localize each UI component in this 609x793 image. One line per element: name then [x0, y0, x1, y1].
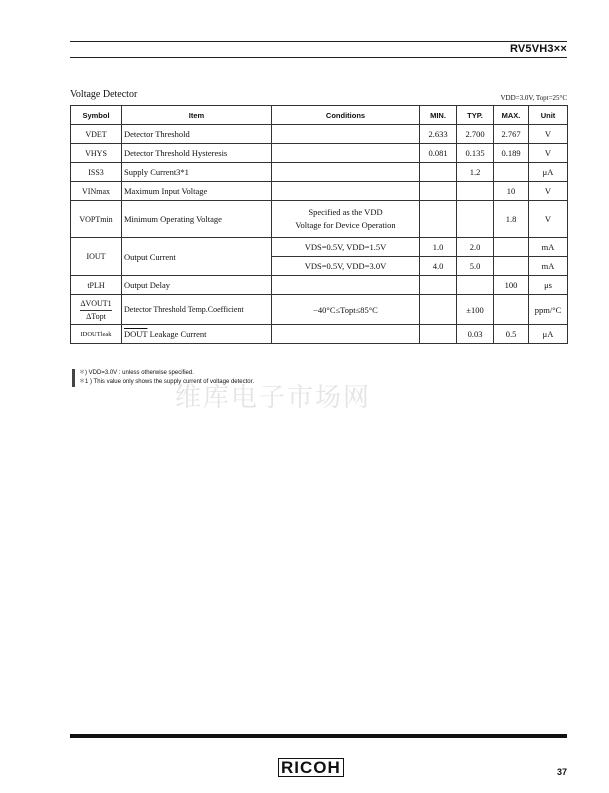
col-typ: TYP. — [457, 106, 494, 125]
unit-cell: mA — [529, 257, 568, 276]
item-cell: Detector Threshold — [122, 125, 272, 144]
conditions-cell — [272, 125, 420, 144]
item-cell: Maximum Input Voltage — [122, 182, 272, 201]
unit-cell: V — [529, 125, 568, 144]
table-row — [71, 276, 568, 295]
item-cell: Detector Threshold Temp.Coefficient — [122, 295, 272, 325]
min-cell: 2.633 — [420, 125, 457, 144]
conditions-cell — [272, 325, 420, 344]
watermark: 维库电子市场网 — [175, 383, 372, 413]
symbol-fraction-top: ΔVOUT1 — [80, 298, 111, 311]
min-cell — [420, 163, 457, 182]
table-row — [71, 182, 568, 201]
ricoh-logo: RICOH — [278, 758, 344, 777]
condition-note: VDD=3.0V, Topt=25°C — [500, 94, 567, 102]
col-min: MIN. — [420, 106, 457, 125]
min-cell: 0.081 — [420, 144, 457, 163]
symbol-cell: VOPTmin — [71, 201, 122, 238]
conditions-cell — [272, 144, 420, 163]
max-cell: 1.8 — [494, 201, 529, 238]
item-cell — [122, 325, 272, 344]
spec-table — [70, 105, 568, 344]
symbol-cell: VDET — [71, 125, 122, 144]
max-cell — [494, 163, 529, 182]
symbol-cell: tPLH — [71, 276, 122, 295]
symbol-fraction-bottom: ΔTopt — [86, 311, 106, 321]
conditions-cell — [272, 201, 420, 238]
col-item: Item — [122, 106, 272, 125]
max-cell: 100 — [494, 276, 529, 295]
footnote: ＊) VDD=3.0V : unless otherwise specified. — [79, 370, 194, 376]
table-row — [71, 238, 568, 257]
min-cell — [420, 325, 457, 344]
symbol-cell: VHYS — [71, 144, 122, 163]
typ-cell: 1.2 — [457, 163, 494, 182]
table-row — [71, 201, 568, 238]
table-row — [71, 163, 568, 182]
item-cell: Output Current — [122, 238, 272, 276]
symbol-cell — [71, 295, 122, 325]
min-cell — [420, 295, 457, 325]
unit-cell: V — [529, 144, 568, 163]
typ-cell — [457, 276, 494, 295]
conditions-cell: VDS=0.5V, VDD=1.5V — [272, 238, 420, 257]
footnote: ＊1 ) This value only shows the supply current of voltage detector. — [79, 379, 254, 385]
min-cell — [420, 201, 457, 238]
col-conditions: Conditions — [272, 106, 420, 125]
item-cell: Minimum Operating Voltage — [122, 201, 272, 238]
min-cell: 1.0 — [420, 238, 457, 257]
unit-cell: μs — [529, 276, 568, 295]
conditions-cell — [272, 163, 420, 182]
symbol-cell: ISS3 — [71, 163, 122, 182]
page-number: 37 — [556, 767, 567, 777]
conditions-cell — [272, 276, 420, 295]
typ-cell: 0.03 — [457, 325, 494, 344]
item-cell: Detector Threshold Hysteresis — [122, 144, 272, 163]
section-title: Voltage Detector — [70, 89, 138, 100]
table-row — [71, 295, 568, 325]
max-cell — [494, 295, 529, 325]
item-cell: Output Delay — [122, 276, 272, 295]
conditions-cell: −40°C≤Topt≤85°C — [272, 295, 420, 325]
max-cell — [494, 238, 529, 257]
max-cell: 0.5 — [494, 325, 529, 344]
header-rule-bottom — [70, 57, 567, 58]
unit-cell: mA — [529, 238, 568, 257]
table-row — [71, 144, 568, 163]
typ-cell: 2.0 — [457, 238, 494, 257]
typ-cell — [457, 201, 494, 238]
unit-cell: μA — [529, 163, 568, 182]
unit-cell: V — [529, 182, 568, 201]
symbol-cell: IDOUTleak — [71, 325, 122, 344]
unit-cell: V — [529, 201, 568, 238]
typ-cell — [457, 182, 494, 201]
col-symbol: Symbol — [71, 106, 122, 125]
table-row — [71, 125, 568, 144]
max-cell — [494, 257, 529, 276]
table-row — [71, 325, 568, 344]
conditions-line-2: Voltage for Device Operation — [295, 220, 396, 230]
col-max: MAX. — [494, 106, 529, 125]
conditions-cell — [272, 182, 420, 201]
typ-cell: ±100 — [457, 295, 494, 325]
min-cell — [420, 182, 457, 201]
typ-cell: 0.135 — [457, 144, 494, 163]
min-cell: 4.0 — [420, 257, 457, 276]
typ-cell: 2.700 — [457, 125, 494, 144]
item-overline: DOUT — [124, 329, 148, 339]
item-cell: Supply Current3*1 — [122, 163, 272, 182]
unit-cell: ppm/°C — [529, 295, 568, 325]
symbol-cell: VINmax — [71, 182, 122, 201]
table-header-row — [71, 106, 568, 125]
symbol-cell: IOUT — [71, 238, 122, 276]
typ-cell: 5.0 — [457, 257, 494, 276]
min-cell — [420, 276, 457, 295]
max-cell: 10 — [494, 182, 529, 201]
conditions-cell: VDS=0.5V, VDD=3.0V — [272, 257, 420, 276]
part-number: RV5VH3×× — [509, 43, 567, 55]
conditions-line-1: Specified as the VDD — [308, 207, 383, 217]
footer-rule — [70, 734, 567, 738]
header-rule-top — [70, 41, 567, 42]
col-unit: Unit — [529, 106, 568, 125]
max-cell: 2.767 — [494, 125, 529, 144]
item-rest: Leakage Current — [147, 329, 207, 339]
unit-cell: μA — [529, 325, 568, 344]
max-cell: 0.189 — [494, 144, 529, 163]
